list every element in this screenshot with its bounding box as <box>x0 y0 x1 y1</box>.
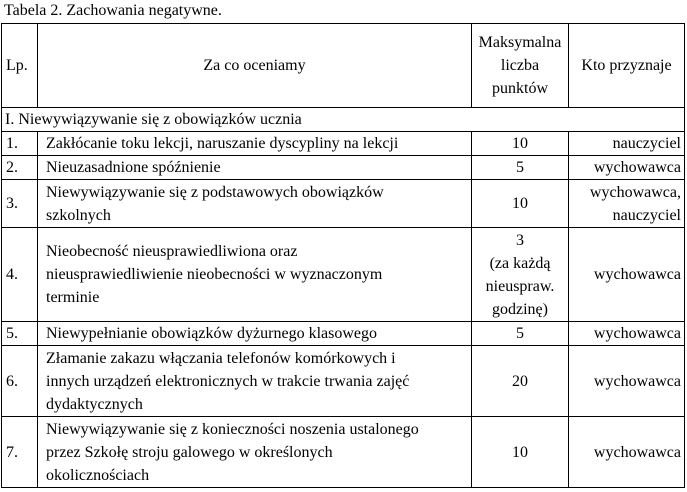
row-desc-line2: szkolnych <box>46 206 111 224</box>
header-lp: Lp. <box>2 24 38 108</box>
row-lp: 6. <box>2 346 38 417</box>
row-desc-line3: dydaktycznych <box>46 395 143 413</box>
row-desc: Niewypełnianie obowiązków dyżurnego klasowego <box>38 322 472 346</box>
row-desc: Nieuzasadnione spóźnienie <box>38 156 472 180</box>
row-who-line1: wychowawca, <box>589 183 681 201</box>
row-points-line2: (za każdą <box>489 254 551 272</box>
table-row <box>2 180 685 228</box>
row-desc-line1: Niewywiązywanie się z konieczności noszenia ustalonego <box>46 420 419 438</box>
row-points: 5 <box>472 322 569 346</box>
row-points-line3: nieuspraw. <box>485 277 555 295</box>
row-desc-line3: terminie <box>46 289 100 306</box>
row-lp: 2. <box>2 156 38 180</box>
table-row <box>2 132 685 156</box>
row-points-line1: 3 <box>516 231 524 249</box>
row-points: 20 <box>472 346 569 417</box>
section-title: I. Niewywiązywanie się z obowiązków ucznia <box>2 108 685 132</box>
header-points-line1: Maksymalna <box>478 34 562 51</box>
row-lp: 1. <box>2 132 38 156</box>
row-points: 10 <box>472 417 569 488</box>
table-row <box>2 228 685 322</box>
row-desc-line1: Nieobecność nieusprawiedliwiona oraz <box>46 243 298 260</box>
row-desc <box>38 228 472 322</box>
row-who <box>569 180 685 228</box>
row-desc <box>38 417 472 488</box>
table-row <box>2 346 685 417</box>
row-who-line2: nauczyciel <box>612 206 681 224</box>
row-points <box>472 228 569 322</box>
header-points <box>472 24 569 108</box>
row-lp: 3. <box>2 180 38 228</box>
row-points: 10 <box>472 132 569 156</box>
row-desc-line1: Niewywiązywanie się z podstawowych obowiązków <box>46 183 384 201</box>
row-who: wychowawca <box>569 417 685 488</box>
row-who: wychowawca <box>569 156 685 180</box>
row-desc <box>38 346 472 417</box>
row-desc: Zakłócanie toku lekcji, naruszanie dyscypliny na lekcji <box>38 132 472 156</box>
row-who: nauczyciel <box>569 132 685 156</box>
row-desc-line2: przez Szkołę stroju galowego w określonych <box>46 443 333 461</box>
table-header-row <box>2 24 685 108</box>
table-caption: Tabela 2. Zachowania negatywne. <box>4 2 222 19</box>
row-desc-line2: innych urządzeń elektronicznych w trakcie trwania zajęć <box>46 372 410 390</box>
row-desc <box>38 180 472 228</box>
row-lp: 7. <box>2 417 38 488</box>
row-who: wychowawca <box>569 322 685 346</box>
negative-behaviors-table <box>1 23 685 488</box>
row-lp: 5. <box>2 322 38 346</box>
header-desc: Za co oceniamy <box>38 24 472 108</box>
row-desc-line2: nieusprawiedliwienie nieobecności w wyznaczonym <box>46 266 383 283</box>
header-points-line2: liczba <box>500 57 540 74</box>
header-points-line3: punktów <box>492 80 548 97</box>
row-points-line4: godzinę) <box>492 300 548 318</box>
table-row <box>2 417 685 488</box>
section-row <box>2 108 685 132</box>
row-points: 10 <box>472 180 569 228</box>
row-desc-line3: okolicznościach <box>46 466 150 484</box>
row-lp: 4. <box>2 228 38 322</box>
table-row <box>2 322 685 346</box>
table-row <box>2 156 685 180</box>
row-who: wychowawca <box>569 346 685 417</box>
row-desc-line1: Złamanie zakazu włączania telefonów komórkowych i <box>46 349 396 367</box>
row-points: 5 <box>472 156 569 180</box>
row-who: wychowawca <box>569 228 685 322</box>
header-who: Kto przyznaje <box>569 24 685 108</box>
